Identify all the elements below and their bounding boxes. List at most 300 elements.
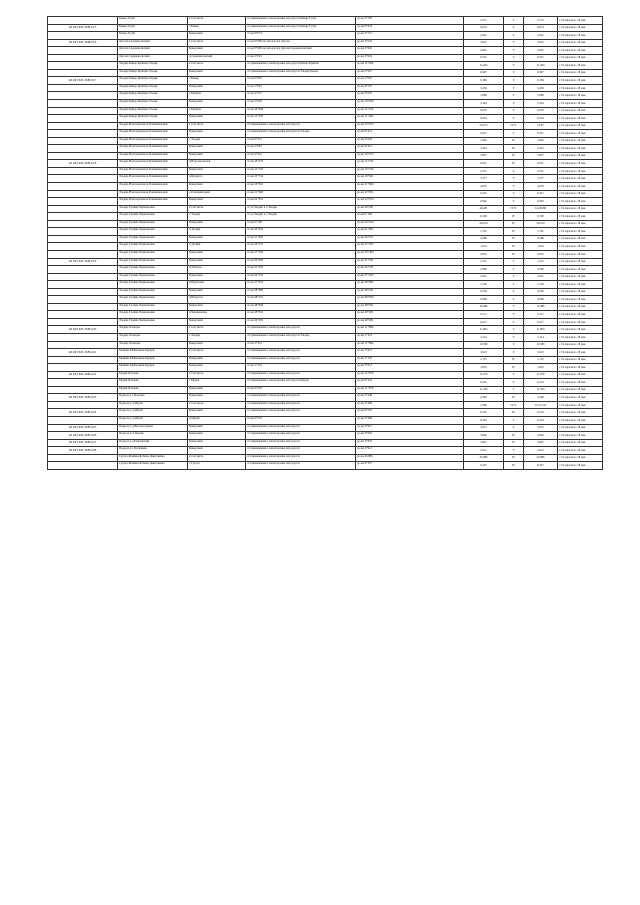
- category-length-cell: 0,244: [524, 416, 558, 424]
- location-cell: в том числе: [188, 17, 246, 25]
- end-point-cell: до км 11+979: [356, 371, 464, 379]
- table-row: [48, 416, 603, 424]
- start-point-cell: от км 37+452: [246, 281, 356, 289]
- cadastral-number-cell: 26 ОП МЗ 26Н-018: [48, 160, 118, 168]
- end-point-cell: до км 48+931: [356, 303, 464, 311]
- date-cell: с 19 апреля по 18 мая: [558, 288, 603, 296]
- cadastral-number-cell: [48, 303, 118, 311]
- location-cell: в том числе: [188, 371, 246, 379]
- road-name-cell: Эльдир-Новочерепанов-Ромашкинский: [118, 137, 188, 145]
- category-length-cell: 0,331: [524, 54, 558, 62]
- start-point-cell: от км 31+631: [246, 266, 356, 274]
- date-cell: с 19 апреля по 18 мая: [558, 167, 603, 175]
- table-row: [48, 167, 603, 175]
- end-point-cell: до км 2+093: [356, 137, 464, 145]
- date-cell: с 19 апреля по 18 мая: [558, 47, 603, 55]
- date-cell: с 19 апреля по 18 мая: [558, 364, 603, 372]
- date-cell: с 19 апреля по 18 мая: [558, 394, 603, 402]
- date-cell: с 19 апреля по 18 мая: [558, 198, 603, 206]
- category-cell: V: [504, 258, 524, 266]
- category-length-cell: 11,894: [524, 326, 558, 334]
- category-cell: V: [504, 303, 524, 311]
- length-cell: 2,041: [464, 32, 504, 40]
- start-point-cell: от км 13+744: [246, 175, 356, 183]
- road-name-cell: Подъезд к п.Тюрепь: [118, 432, 188, 440]
- cadastral-number-cell: [48, 122, 118, 130]
- location-cell: с.Эльдир: [188, 137, 246, 145]
- table-row: [48, 213, 603, 221]
- road-name-cell: Бакыр-Тугуй: [118, 17, 188, 25]
- end-point-cell: до км 3+613: [356, 349, 464, 357]
- end-point-cell: до км 2+715: [356, 32, 464, 40]
- road-name-cell: Эльдир-Тройки-Чернышовка: [118, 220, 188, 228]
- road-name-cell: Подъезд к д.Мурей: [118, 401, 188, 409]
- table-row: [48, 349, 603, 357]
- cadastral-number-cell: [48, 416, 118, 424]
- start-point-cell: от примыкания к левой кромке автодороги: [246, 462, 356, 470]
- length-cell: 2,912: [464, 447, 504, 455]
- road-name-cell: Эльдир-Бакыр-Кряшли-Эльдир: [118, 84, 188, 92]
- location-cell: с.Эльдир: [188, 333, 246, 341]
- location-cell: Бакырский: [188, 409, 246, 417]
- date-cell: с 19 апреля по 18 мая: [558, 32, 603, 40]
- start-point-cell: от ул.Эльдир в с.Эльдир: [246, 213, 356, 221]
- location-cell: Бакырский: [188, 439, 246, 447]
- end-point-cell: до км 0+190: [356, 213, 464, 221]
- category-length-cell: 9,4/40,88: [524, 205, 558, 213]
- road-name-cell: Эльдир-Бакыр-Кряшли-Эльдир: [118, 92, 188, 100]
- cadastral-number-cell: [48, 356, 118, 364]
- category-cell: IV: [504, 243, 524, 251]
- table-row: [48, 386, 603, 394]
- cadastral-number-cell: 26 ОП МЗ 26Н-020: [48, 326, 118, 334]
- cadastral-number-cell: [48, 364, 118, 372]
- road-name-cell: Эльдир-Тройки-Чернышовка: [118, 243, 188, 251]
- road-name-cell: Мойкин-Маймачкин-Куркри: [118, 364, 188, 372]
- category-length-cell: 0,327: [524, 462, 558, 470]
- start-point-cell: от км 21+965: [246, 235, 356, 243]
- category-cell: V: [504, 115, 524, 123]
- end-point-cell: до км 16+921: [356, 175, 464, 183]
- end-point-cell: до км 11+193: [356, 160, 464, 168]
- start-point-cell: от км 49+281: [246, 318, 356, 326]
- length-cell: 1,814: [464, 243, 504, 251]
- category-cell: IV: [504, 409, 524, 417]
- table-row: [48, 32, 603, 40]
- road-name-cell: Эльдир-Тройки-Чернышовка: [118, 303, 188, 311]
- table-row: [48, 235, 603, 243]
- road-name-cell: Эльдир-Тройки-Чернышовка: [118, 288, 188, 296]
- table-row: [48, 122, 603, 130]
- road-name-cell: Детели-Средневолжский: [118, 54, 188, 62]
- date-cell: с 19 апреля по 18 мая: [558, 439, 603, 447]
- location-cell: Бакырский: [188, 386, 246, 394]
- category-length-cell: 3,022: [524, 39, 558, 47]
- road-name-cell: Мурей-Ильовка: [118, 371, 188, 379]
- start-point-cell: от примыкания к левой кромке автодороги: [246, 409, 356, 417]
- location-cell: д.Куркрата: [188, 175, 246, 183]
- category-cell: V: [504, 341, 524, 349]
- location-cell: Бакырский: [188, 130, 246, 138]
- start-point-cell: от примыкания к левой кромке автодороги: [246, 439, 356, 447]
- end-point-cell: до км 11+979: [356, 386, 464, 394]
- table-row: [48, 130, 603, 138]
- cadastral-number-cell: [48, 273, 118, 281]
- start-point-cell: от км 5+616: [246, 100, 356, 108]
- category-length-cell: 3,613: [524, 349, 558, 357]
- cadastral-number-cell: 26 ОП МЗ 26Н-022: [48, 371, 118, 379]
- road-name-cell: Эльдир-Бакыр-Кряшли-Эльдир: [118, 100, 188, 108]
- cadastral-number-cell: [48, 228, 118, 236]
- location-cell: д.Средневолжский: [188, 54, 246, 62]
- location-cell: Бакырский: [188, 356, 246, 364]
- date-cell: с 19 апреля по 18 мая: [558, 454, 603, 462]
- category-length-cell: 45,886: [524, 454, 558, 462]
- road-name-cell: Эльдир-Тройки-Чернышовка: [118, 281, 188, 289]
- length-cell: 0,711: [464, 311, 504, 319]
- category-length-cell: 0,070: [524, 107, 558, 115]
- end-point-cell: до км 3+613: [356, 364, 464, 372]
- document-sheet: [47, 16, 602, 470]
- location-cell: в том числе: [188, 349, 246, 357]
- location-cell: Бакырский: [188, 145, 246, 153]
- table-row: [48, 115, 603, 123]
- category-cell: V: [504, 273, 524, 281]
- end-point-cell: до км 3+466: [356, 401, 464, 409]
- road-name-cell: Эльдир-Новочерепанов-Ромашкинский: [118, 167, 188, 175]
- road-name-cell: Эльдир-Новочерепанов-Ромашкинский: [118, 198, 188, 206]
- location-cell: п.Чернышовка: [188, 311, 246, 319]
- location-cell: в том числе: [188, 454, 246, 462]
- end-point-cell: до км 21+965: [356, 228, 464, 236]
- start-point-cell: от примыкания к левой кромке автодороги: [246, 454, 356, 462]
- length-cell: 3,022: [464, 39, 504, 47]
- end-point-cell: до км 11+010: [356, 107, 464, 115]
- category-length-cell: 11,760: [524, 386, 558, 394]
- road-name-cell: Эльдир-Тройки-Чернышовка: [118, 228, 188, 236]
- length-cell: 3,602: [464, 432, 504, 440]
- start-point-cell: от км 48+931: [246, 311, 356, 319]
- start-point-cell: от примыкания к левой кромке автодороги: [246, 432, 356, 440]
- length-cell: 3,613: [464, 349, 504, 357]
- cadastral-number-cell: [48, 318, 118, 326]
- table-body: [48, 17, 603, 470]
- table-row: [48, 341, 603, 349]
- category-cell: V: [504, 326, 524, 334]
- road-name-cell: Эльдир-Тройки-Чернышовка: [118, 273, 188, 281]
- table-row: [48, 160, 603, 168]
- table-row: [48, 333, 603, 341]
- category-cell: IV: [504, 145, 524, 153]
- road-name-cell: Эльдир-Бакыр-Кряшли-Эльдир: [118, 77, 188, 85]
- table-row: [48, 17, 603, 25]
- road-name-cell: Эльдир-Холиоры: [118, 333, 188, 341]
- end-point-cell: до км 11+894: [356, 326, 464, 334]
- category-length-cell: 0,219: [524, 379, 558, 387]
- category-cell: IV: [504, 228, 524, 236]
- date-cell: с 19 апреля по 18 мая: [558, 92, 603, 100]
- category-cell: V: [504, 107, 524, 115]
- length-cell: 0,962: [464, 198, 504, 206]
- category-cell: IV: [504, 152, 524, 160]
- end-point-cell: до км 22+051: [356, 190, 464, 198]
- location-cell: Бакырский: [188, 69, 246, 77]
- start-point-cell: от примыкания к левой кромке автодороги: [246, 326, 356, 334]
- category-cell: IV: [504, 439, 524, 447]
- category-cell: IV/V: [504, 401, 524, 409]
- category-length-cell: 1,155: [524, 356, 558, 364]
- category-cell: V: [504, 386, 524, 394]
- date-cell: с 19 апреля по 18 мая: [558, 386, 603, 394]
- road-name-cell: Эльдир-Тройки-Чернышовка: [118, 250, 188, 258]
- end-point-cell: до км 1+314: [356, 333, 464, 341]
- road-name-cell: Мурей-Ильовка: [118, 379, 188, 387]
- start-point-cell: от км 21+600: [246, 190, 356, 198]
- start-point-cell: от км 27+365: [246, 250, 356, 258]
- end-point-cell: до км 0+907: [356, 69, 464, 77]
- table-row: [48, 409, 603, 417]
- length-cell: 3,466: [464, 401, 504, 409]
- length-cell: 0,217: [464, 318, 504, 326]
- start-point-cell: от км 22+051: [246, 198, 356, 206]
- length-cell: 0,907: [464, 69, 504, 77]
- table-row: [48, 175, 603, 183]
- category-cell: V: [504, 175, 524, 183]
- cadastral-number-cell: [48, 175, 118, 183]
- cadastral-number-cell: [48, 17, 118, 25]
- location-cell: Бакырский: [188, 447, 246, 455]
- category-length-cell: 0,608: [524, 296, 558, 304]
- road-name-cell: Эльдир-Холиоры: [118, 341, 188, 349]
- category-cell: V: [504, 333, 524, 341]
- location-cell: Бакырский: [188, 100, 246, 108]
- category-length-cell: 3,177: [524, 175, 558, 183]
- road-name-cell: Эльдир-Бакыр-Кряшли-Эльдир: [118, 69, 188, 77]
- date-cell: с 19 апреля по 18 мая: [558, 424, 603, 432]
- date-cell: с 19 апреля по 18 мая: [558, 326, 603, 334]
- date-cell: с 19 апреля по 18 мая: [558, 152, 603, 160]
- category-length-cell: 0,674: [524, 24, 558, 32]
- location-cell: с.Кряшли: [188, 92, 246, 100]
- date-cell: с 19 апреля по 18 мая: [558, 356, 603, 364]
- start-point-cell: от км 0+907: [246, 77, 356, 85]
- length-cell: 2,448: [464, 394, 504, 402]
- location-cell: Бакырский: [188, 432, 246, 440]
- road-name-cell: Эльдир-Тройки-Чернышовка: [118, 258, 188, 266]
- location-cell: с.Бакыр: [188, 77, 246, 85]
- category-length-cell: 2,041: [524, 32, 558, 40]
- location-cell: Бакырский: [188, 273, 246, 281]
- date-cell: с 19 апреля по 18 мая: [558, 349, 603, 357]
- length-cell: 11,979: [464, 371, 504, 379]
- location-cell: д.Мурей: [188, 416, 246, 424]
- road-name-cell: Подъезд к д.Павловский: [118, 439, 188, 447]
- end-point-cell: до км 3+700: [356, 17, 464, 25]
- start-point-cell: от км 10+940: [246, 107, 356, 115]
- category-length-cell: 3,436: [524, 84, 558, 92]
- cadastral-number-cell: [48, 235, 118, 243]
- category-cell: IV: [504, 356, 524, 364]
- cadastral-number-cell: [48, 205, 118, 213]
- start-point-cell: от км 38+982: [246, 288, 356, 296]
- road-name-cell: Эльдир-Новочерепанов-Ромашкинский: [118, 175, 188, 183]
- date-cell: с 19 апреля по 18 мая: [558, 205, 603, 213]
- table-row: [48, 288, 603, 296]
- date-cell: с 19 апреля по 18 мая: [558, 39, 603, 47]
- location-cell: Бакырский: [188, 220, 246, 228]
- category-cell: V: [504, 424, 524, 432]
- length-cell: 2,551: [464, 167, 504, 175]
- category-length-cell: 9,239: [524, 288, 558, 296]
- date-cell: с 19 апреля по 18 мая: [558, 409, 603, 417]
- location-cell: Бакырский: [188, 250, 246, 258]
- location-cell: Бакырский: [188, 394, 246, 402]
- category-cell: IV/V: [504, 122, 524, 130]
- date-cell: с 19 апреля по 18 мая: [558, 69, 603, 77]
- table-row: [48, 220, 603, 228]
- category-cell: V: [504, 416, 524, 424]
- start-point-cell: от км 0+510: [246, 416, 356, 424]
- table-row: [48, 47, 603, 55]
- end-point-cell: до км 3+847: [356, 439, 464, 447]
- length-cell: 5,324: [464, 100, 504, 108]
- road-name-cell: Подъезд к с.Колпаково: [118, 447, 188, 455]
- category-cell: V: [504, 62, 524, 70]
- category-length-cell: 0,451: [524, 190, 558, 198]
- road-register-table: [47, 16, 603, 470]
- category-length-cell: 2,921: [524, 273, 558, 281]
- category-length-cell: 1,761: [524, 228, 558, 236]
- start-point-cell: от км 20+204: [246, 228, 356, 236]
- road-name-cell: Эльдир-Новочерепанов-Ромашкинский: [118, 122, 188, 130]
- end-point-cell: до км 0+510: [356, 409, 464, 417]
- category-length-cell: 0,921: [524, 160, 558, 168]
- length-cell: 0,674: [464, 24, 504, 32]
- table-row: [48, 250, 603, 258]
- table-row: [48, 100, 603, 108]
- date-cell: с 19 апреля по 18 мая: [558, 235, 603, 243]
- category-length-cell: 0,217: [524, 318, 558, 326]
- category-cell: IV: [504, 250, 524, 258]
- end-point-cell: до км 4+527: [356, 84, 464, 92]
- date-cell: с 19 апреля по 18 мая: [558, 296, 603, 304]
- category-cell: V: [504, 371, 524, 379]
- end-point-cell: до км 31+631: [356, 258, 464, 266]
- road-name-cell: Эльдир-Холиоры: [118, 326, 188, 334]
- location-cell: в том числе: [188, 401, 246, 409]
- end-point-cell: до км 23+013: [356, 198, 464, 206]
- end-point-cell: до км 0+674: [356, 24, 464, 32]
- category-cell: V: [504, 100, 524, 108]
- start-point-cell: от км 48+829: [246, 303, 356, 311]
- start-point-cell: от примыкания к левой кромке автодороги Эльдир: [246, 333, 356, 341]
- start-point-cell: от км 2+691: [246, 54, 356, 62]
- length-cell: 11,894: [464, 326, 504, 334]
- length-cell: 10,580: [464, 341, 504, 349]
- cadastral-number-cell: [48, 341, 118, 349]
- start-point-cell: от примыкания к левой кромке автодороги Бакыр-Тугуй: [246, 17, 356, 25]
- category-cell: IV: [504, 432, 524, 440]
- category-length-cell: 1,642: [524, 137, 558, 145]
- location-cell: п.Новочерепанов: [188, 160, 246, 168]
- location-cell: п.Тройки: [188, 243, 246, 251]
- start-point-cell: от км 11+193: [246, 167, 356, 175]
- end-point-cell: до км 13+744: [356, 167, 464, 175]
- end-point-cell: до км 1+091: [356, 77, 464, 85]
- length-cell: 2,715: [464, 17, 504, 25]
- end-point-cell: до км 3+466: [356, 416, 464, 424]
- location-cell: Бакырский: [188, 341, 246, 349]
- road-name-cell: Эльдир-Бакыр-Кряшли-Эльдир: [118, 62, 188, 70]
- length-cell: 4,679: [464, 183, 504, 191]
- category-length-cell: 0,451: [524, 130, 558, 138]
- start-point-cell: от км 0+219: [246, 386, 356, 394]
- length-cell: 23,013: [464, 122, 504, 130]
- category-cell: V: [504, 190, 524, 198]
- length-cell: 0,510: [464, 409, 504, 417]
- table-row: [48, 145, 603, 153]
- start-point-cell: от км 0+600 км автодороги Детели-Средневолжский: [246, 47, 356, 55]
- table-row: [48, 92, 603, 100]
- date-cell: с 19 апреля по 18 мая: [558, 379, 603, 387]
- end-point-cell: до км 45,886: [356, 454, 464, 462]
- category-length-cell: 2,322: [524, 145, 558, 153]
- category-cell: V: [504, 92, 524, 100]
- date-cell: с 19 апреля по 18 мая: [558, 341, 603, 349]
- category-length-cell: 0,190: [524, 213, 558, 221]
- category-length-cell: 1,530: [524, 281, 558, 289]
- end-point-cell: до км 48+221: [356, 288, 464, 296]
- cadastral-number-cell: [48, 386, 118, 394]
- cadastral-number-cell: [48, 62, 118, 70]
- category-cell: V: [504, 69, 524, 77]
- cadastral-number-cell: [48, 220, 118, 228]
- date-cell: с 19 апреля по 18 мая: [558, 183, 603, 191]
- end-point-cell: до км 10+940: [356, 100, 464, 108]
- length-cell: 0,608: [464, 296, 504, 304]
- date-cell: с 19 апреля по 18 мая: [558, 311, 603, 319]
- category-length-cell: 20,014: [524, 220, 558, 228]
- road-name-cell: Эльдир-Новочерепанов-Ромашкинский: [118, 190, 188, 198]
- start-point-cell: от км 30+400: [246, 258, 356, 266]
- road-name-cell: Детели-Средневолжский: [118, 47, 188, 55]
- location-cell: в том числе: [188, 39, 246, 47]
- date-cell: с 19 апреля по 18 мая: [558, 371, 603, 379]
- category-length-cell: 2,551: [524, 167, 558, 175]
- table-row: [48, 318, 603, 326]
- end-point-cell: до км 11+264: [356, 115, 464, 123]
- location-cell: в том числе: [188, 62, 246, 70]
- road-name-cell: Эльдир-Новочерепанов-Ромашкинский: [118, 145, 188, 153]
- table-row: [48, 107, 603, 115]
- category-length-cell: 4,679: [524, 183, 558, 191]
- road-name-cell: Подъезд к д.Мурей: [118, 416, 188, 424]
- cadastral-number-cell: [48, 250, 118, 258]
- date-cell: с 19 апреля по 18 мая: [558, 137, 603, 145]
- table-row: [48, 62, 603, 70]
- start-point-cell: от примыкания к левой кромке автодороги Эльдир: [246, 130, 356, 138]
- table-row: [48, 394, 603, 402]
- table-row: [48, 424, 603, 432]
- category-length-cell: 12,87: [524, 122, 558, 130]
- cadastral-number-cell: 26 ОП МЗ 26Н-024: [48, 409, 118, 417]
- category-cell: V: [504, 167, 524, 175]
- length-cell: 0,451: [464, 190, 504, 198]
- length-cell: 1,231: [464, 258, 504, 266]
- start-point-cell: от км 4+527: [246, 92, 356, 100]
- end-point-cell: до км 2+448: [356, 394, 464, 402]
- road-name-cell: Эльдир-Тройки-Чернышовка: [118, 213, 188, 221]
